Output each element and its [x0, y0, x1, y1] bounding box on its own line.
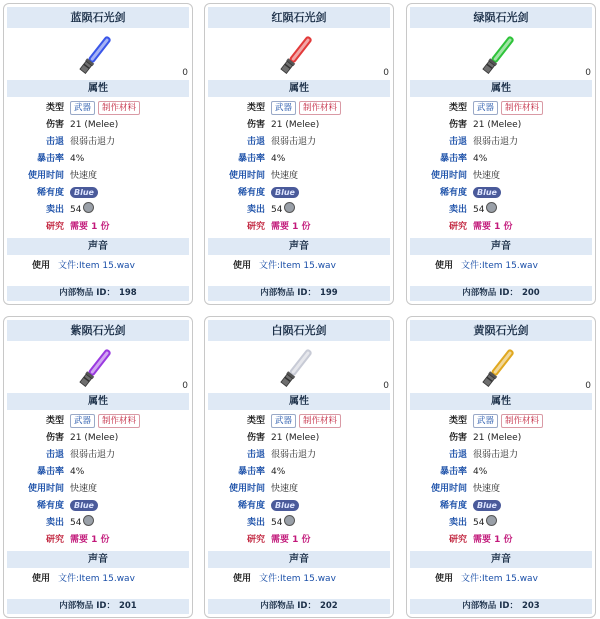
type-value: [473, 100, 546, 117]
sell-amount: 54: [70, 205, 82, 215]
row-rarity: [4, 498, 192, 515]
usetime-link[interactable]: 使用时间: [430, 171, 467, 181]
crit-link[interactable]: 暴击率: [237, 154, 265, 164]
knockback-value: 很弱击退力: [473, 137, 519, 147]
crit-value: 4%: [473, 467, 488, 477]
rarity-badge: Blue: [70, 187, 98, 198]
row-damage: [4, 430, 192, 447]
sell-link[interactable]: 卖出: [448, 518, 467, 528]
sell-link[interactable]: 卖出: [246, 205, 265, 215]
usetime-link[interactable]: 使用时间: [27, 171, 64, 181]
sell-link[interactable]: 卖出: [246, 518, 265, 528]
blade-core: [493, 38, 512, 61]
sound-file-link[interactable]: 文件:Item 15.wav: [259, 574, 336, 584]
tag-material[interactable]: 制作材料: [299, 414, 341, 428]
usetime-value: 快速度: [271, 171, 299, 181]
item-image: [4, 341, 192, 391]
lightsaber-icon: [479, 345, 519, 391]
research-value: 需要 1 份: [70, 535, 110, 545]
row-damage: [4, 117, 192, 134]
sell-link[interactable]: 卖出: [45, 518, 64, 528]
rarity-link[interactable]: 稀有度: [237, 501, 265, 511]
row-crit: [4, 151, 192, 168]
attribute-rows: [407, 413, 595, 549]
sound-header: 声音: [7, 238, 189, 255]
internal-id-value: 199: [319, 288, 338, 298]
row-rarity: [205, 185, 393, 202]
blade-core: [291, 38, 310, 61]
research-link[interactable]: 研究: [448, 535, 467, 545]
sell-amount: 54: [473, 518, 485, 528]
internal-id-label: 内部物品 ID：: [462, 601, 518, 611]
research-link[interactable]: 研究: [246, 222, 265, 232]
sound-header: 声音: [208, 551, 390, 568]
knockback-link[interactable]: 击退: [45, 450, 64, 460]
item-card: [204, 3, 394, 305]
crit-link[interactable]: 暴击率: [439, 154, 467, 164]
tag-weapon[interactable]: 武器: [473, 101, 498, 115]
internal-id-value: 202: [319, 601, 338, 611]
type-value: [271, 413, 344, 430]
attributes-header: 属性: [7, 80, 189, 97]
knockback-link[interactable]: 击退: [246, 450, 265, 460]
internal-id-value: 201: [118, 601, 137, 611]
lightsaber-icon: [277, 345, 317, 391]
knockback-value: 很弱击退力: [70, 450, 116, 460]
row-research: [4, 532, 192, 549]
ammo-glyph: 0: [585, 68, 591, 78]
row-knockback: [407, 134, 595, 151]
lightsaber-icon: [76, 32, 116, 78]
row-research: [407, 532, 595, 549]
tag-material[interactable]: 制作材料: [299, 101, 341, 115]
sound-file-link[interactable]: 文件:Item 15.wav: [58, 574, 135, 584]
internal-id-label: 内部物品 ID：: [260, 288, 316, 298]
usetime-link[interactable]: 使用时间: [27, 484, 64, 494]
row-knockback: [4, 134, 192, 151]
item-image: [407, 28, 595, 78]
item-image: [205, 28, 393, 78]
item-title[interactable]: 蓝陨石光剑: [7, 7, 189, 28]
damage-label: 伤害: [448, 120, 467, 130]
damage-label: 伤害: [45, 120, 64, 130]
research-link[interactable]: 研究: [45, 535, 64, 545]
knockback-link[interactable]: 击退: [45, 137, 64, 147]
usetime-value: 快速度: [473, 484, 501, 494]
row-sell: [205, 515, 393, 532]
attribute-rows: [205, 413, 393, 549]
crit-link[interactable]: 暴击率: [237, 467, 265, 477]
row-knockback: [205, 134, 393, 151]
internal-id-footer: [410, 599, 592, 614]
sell-value: [473, 515, 497, 532]
rarity-link[interactable]: 稀有度: [439, 188, 467, 198]
blade-core: [90, 38, 109, 61]
silver-coin-icon: [83, 515, 94, 526]
tag-weapon[interactable]: 武器: [473, 414, 498, 428]
damage-value: 21 (Melee): [271, 433, 320, 443]
type-label: 类型: [246, 103, 265, 113]
damage-value: 21 (Melee): [70, 120, 119, 130]
item-image: [407, 341, 595, 391]
usetime-value: 快速度: [271, 484, 299, 494]
type-value: [271, 100, 344, 117]
ammo-glyph: 0: [182, 68, 188, 78]
item-card: [204, 316, 394, 618]
crit-value: 4%: [473, 154, 488, 164]
attributes-header: 属性: [410, 393, 592, 410]
rarity-link[interactable]: 稀有度: [36, 501, 64, 511]
row-sell: [4, 202, 192, 219]
rarity-value: [70, 498, 98, 515]
type-value: [473, 413, 546, 430]
row-sound: [4, 255, 192, 277]
row-sell: [407, 515, 595, 532]
attributes-header: 属性: [410, 80, 592, 97]
damage-label: 伤害: [45, 433, 64, 443]
tag-weapon[interactable]: 武器: [271, 414, 296, 428]
sell-link[interactable]: 卖出: [448, 205, 467, 215]
item-title[interactable]: 绿陨石光剑: [410, 7, 592, 28]
attribute-rows: [4, 100, 192, 236]
sound-header: 声音: [7, 551, 189, 568]
rarity-link[interactable]: 稀有度: [237, 188, 265, 198]
sound-file-link[interactable]: 文件:Item 15.wav: [259, 261, 336, 271]
tag-weapon[interactable]: 武器: [70, 101, 95, 115]
lightsaber-icon: [277, 32, 317, 78]
row-sound: [407, 568, 595, 590]
row-research: [205, 532, 393, 549]
rarity-link[interactable]: 稀有度: [36, 188, 64, 198]
rarity-badge: Blue: [271, 187, 299, 198]
rarity-badge: Blue: [473, 187, 501, 198]
blade-core: [90, 351, 109, 374]
rarity-link[interactable]: 稀有度: [439, 501, 467, 511]
ammo-glyph: 0: [383, 381, 389, 391]
row-usetime: [407, 481, 595, 498]
rarity-value: [70, 185, 98, 202]
internal-id-value: 200: [521, 288, 540, 298]
crit-value: 4%: [70, 154, 85, 164]
blade-core: [291, 351, 310, 374]
silver-coin-icon: [83, 202, 94, 213]
item-title[interactable]: 白陨石光剑: [208, 320, 390, 341]
row-type: [205, 413, 393, 430]
rarity-badge: Blue: [271, 500, 299, 511]
row-usetime: [205, 168, 393, 185]
row-type: [4, 413, 192, 430]
row-type: [407, 413, 595, 430]
row-damage: [407, 117, 595, 134]
item-title[interactable]: 红陨石光剑: [208, 7, 390, 28]
row-sell: [407, 202, 595, 219]
tag-material[interactable]: 制作材料: [98, 414, 140, 428]
item-card: [3, 3, 193, 305]
attributes-header: 属性: [7, 393, 189, 410]
sound-use-label: 使用: [233, 261, 252, 271]
ammo-glyph: 0: [585, 381, 591, 391]
row-crit: [407, 151, 595, 168]
damage-label: 伤害: [246, 120, 265, 130]
sound-use-label: 使用: [233, 574, 252, 584]
row-research: [205, 219, 393, 236]
silver-coin-icon: [284, 515, 295, 526]
row-sound: [205, 568, 393, 590]
research-value: 需要 1 份: [70, 222, 110, 232]
sound-header: 声音: [410, 551, 592, 568]
row-sound: [4, 568, 192, 590]
silver-coin-icon: [284, 202, 295, 213]
sound-use-label: 使用: [435, 261, 454, 271]
attribute-rows: [205, 100, 393, 236]
row-usetime: [407, 168, 595, 185]
crit-value: 4%: [271, 467, 286, 477]
tag-material[interactable]: 制作材料: [98, 101, 140, 115]
attributes-header: 属性: [208, 80, 390, 97]
silver-coin-icon: [486, 515, 497, 526]
row-sound: [205, 255, 393, 277]
internal-id-label: 内部物品 ID：: [462, 288, 518, 298]
row-usetime: [205, 481, 393, 498]
internal-id-footer: [208, 599, 390, 614]
sell-value: [473, 202, 497, 219]
row-knockback: [4, 447, 192, 464]
damage-label: 伤害: [448, 433, 467, 443]
usetime-value: 快速度: [70, 171, 98, 181]
rarity-value: [473, 498, 501, 515]
row-rarity: [205, 498, 393, 515]
sell-amount: 54: [271, 205, 283, 215]
row-crit: [407, 464, 595, 481]
research-value: 需要 1 份: [271, 535, 311, 545]
damage-value: 21 (Melee): [271, 120, 320, 130]
type-label: 类型: [45, 416, 64, 426]
sound-file-link[interactable]: 文件:Item 15.wav: [58, 261, 135, 271]
type-label: 类型: [246, 416, 265, 426]
tag-weapon[interactable]: 武器: [70, 414, 95, 428]
lightsaber-icon: [479, 32, 519, 78]
type-value: [70, 413, 143, 430]
usetime-link[interactable]: 使用时间: [228, 171, 265, 181]
research-link[interactable]: 研究: [45, 222, 64, 232]
crit-value: 4%: [271, 154, 286, 164]
internal-id-label: 内部物品 ID：: [260, 601, 316, 611]
row-sell: [4, 515, 192, 532]
type-label: 类型: [448, 103, 467, 113]
sound-use-label: 使用: [32, 574, 51, 584]
item-card: [406, 316, 596, 618]
tag-material[interactable]: 制作材料: [501, 101, 543, 115]
research-value: 需要 1 份: [473, 535, 513, 545]
row-rarity: [407, 498, 595, 515]
item-card: [406, 3, 596, 305]
sell-amount: 54: [70, 518, 82, 528]
research-link[interactable]: 研究: [448, 222, 467, 232]
internal-id-label: 内部物品 ID：: [59, 601, 115, 611]
usetime-link[interactable]: 使用时间: [228, 484, 265, 494]
internal-id-footer: [410, 286, 592, 301]
row-damage: [407, 430, 595, 447]
row-sell: [205, 202, 393, 219]
sound-file-link[interactable]: 文件:Item 15.wav: [461, 261, 538, 271]
sound-use-label: 使用: [435, 574, 454, 584]
row-type: [4, 100, 192, 117]
internal-id-label: 内部物品 ID：: [59, 288, 115, 298]
silver-coin-icon: [486, 202, 497, 213]
row-type: [407, 100, 595, 117]
sell-value: [271, 515, 295, 532]
crit-link[interactable]: 暴击率: [36, 467, 64, 477]
internal-id-footer: [7, 286, 189, 301]
row-research: [407, 219, 595, 236]
rarity-badge: Blue: [473, 500, 501, 511]
rarity-value: [271, 185, 299, 202]
type-value: [70, 100, 143, 117]
damage-value: 21 (Melee): [473, 120, 522, 130]
item-title[interactable]: 黄陨石光剑: [410, 320, 592, 341]
sell-value: [271, 202, 295, 219]
tag-weapon[interactable]: 武器: [271, 101, 296, 115]
attribute-rows: [407, 100, 595, 236]
research-link[interactable]: 研究: [246, 535, 265, 545]
damage-value: 21 (Melee): [70, 433, 119, 443]
sound-header: 声音: [208, 238, 390, 255]
knockback-value: 很弱击退力: [271, 137, 317, 147]
row-rarity: [4, 185, 192, 202]
item-image: [205, 341, 393, 391]
sell-value: [70, 515, 94, 532]
row-rarity: [407, 185, 595, 202]
tag-material[interactable]: 制作材料: [501, 414, 543, 428]
knockback-link[interactable]: 击退: [448, 137, 467, 147]
row-research: [4, 219, 192, 236]
internal-id-value: 203: [521, 601, 540, 611]
sell-amount: 54: [271, 518, 283, 528]
type-label: 类型: [448, 416, 467, 426]
sound-header: 声音: [410, 238, 592, 255]
rarity-value: [473, 185, 501, 202]
row-knockback: [407, 447, 595, 464]
usetime-value: 快速度: [473, 171, 501, 181]
type-label: 类型: [45, 103, 64, 113]
row-type: [205, 100, 393, 117]
knockback-value: 很弱击退力: [70, 137, 116, 147]
row-crit: [205, 464, 393, 481]
internal-id-footer: [208, 286, 390, 301]
usetime-link[interactable]: 使用时间: [430, 484, 467, 494]
row-damage: [205, 430, 393, 447]
row-sound: [407, 255, 595, 277]
lightsaber-icon: [76, 345, 116, 391]
item-title[interactable]: 紫陨石光剑: [7, 320, 189, 341]
row-damage: [205, 117, 393, 134]
row-crit: [4, 464, 192, 481]
sell-amount: 54: [473, 205, 485, 215]
row-crit: [205, 151, 393, 168]
blade-core: [493, 351, 512, 374]
research-value: 需要 1 份: [271, 222, 311, 232]
knockback-link[interactable]: 击退: [448, 450, 467, 460]
damage-label: 伤害: [246, 433, 265, 443]
ammo-glyph: 0: [383, 68, 389, 78]
sell-value: [70, 202, 94, 219]
row-knockback: [205, 447, 393, 464]
internal-id-footer: [7, 599, 189, 614]
crit-link[interactable]: 暴击率: [36, 154, 64, 164]
sound-use-label: 使用: [32, 261, 51, 271]
item-card: [3, 316, 193, 618]
row-usetime: [4, 168, 192, 185]
internal-id-value: 198: [118, 288, 137, 298]
attribute-rows: [4, 413, 192, 549]
knockback-link[interactable]: 击退: [246, 137, 265, 147]
usetime-value: 快速度: [70, 484, 98, 494]
rarity-badge: Blue: [70, 500, 98, 511]
damage-value: 21 (Melee): [473, 433, 522, 443]
sell-link[interactable]: 卖出: [45, 205, 64, 215]
ammo-glyph: 0: [182, 381, 188, 391]
attributes-header: 属性: [208, 393, 390, 410]
item-image: [4, 28, 192, 78]
rarity-value: [271, 498, 299, 515]
research-value: 需要 1 份: [473, 222, 513, 232]
crit-link[interactable]: 暴击率: [439, 467, 467, 477]
row-usetime: [4, 481, 192, 498]
sound-file-link[interactable]: 文件:Item 15.wav: [461, 574, 538, 584]
crit-value: 4%: [70, 467, 85, 477]
knockback-value: 很弱击退力: [271, 450, 317, 460]
knockback-value: 很弱击退力: [473, 450, 519, 460]
